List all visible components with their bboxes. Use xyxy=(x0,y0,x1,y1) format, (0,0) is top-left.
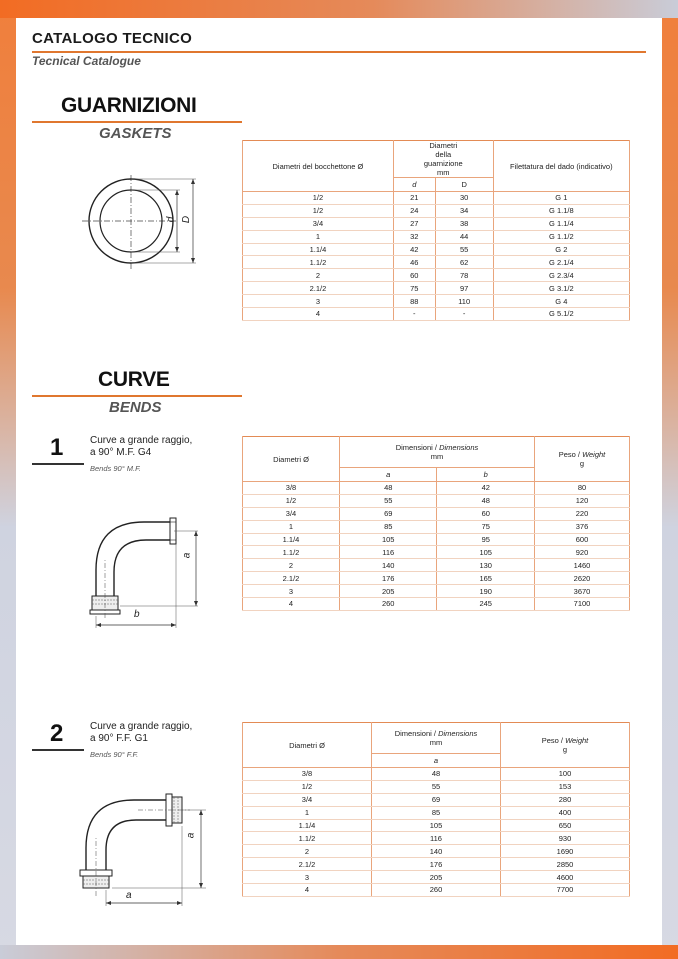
gaskets-col-thread: Filettatura del dado (indicativo) xyxy=(493,141,629,192)
table-cell: 3670 xyxy=(535,585,630,598)
bends-divider xyxy=(32,395,242,397)
bends-mf-dim-en: Dimensions xyxy=(439,443,479,452)
table-cell: 75 xyxy=(393,282,435,295)
bends-mf-weight-it: Peso / xyxy=(558,450,583,459)
table-cell: 48 xyxy=(372,768,501,781)
gasket-inner-dim-label: d xyxy=(165,216,177,223)
table-row xyxy=(243,585,630,598)
table-cell: 1.1/2 xyxy=(243,546,340,559)
table-cell: 1 xyxy=(243,520,340,533)
table-cell: 110 xyxy=(435,295,493,308)
table-cell: 48 xyxy=(437,494,535,507)
table-cell: 1/2 xyxy=(243,494,340,507)
page-header-title: CATALOGO TECNICO xyxy=(32,30,193,47)
table-cell: 116 xyxy=(372,832,501,845)
table-cell: 3/4 xyxy=(243,793,372,806)
bends-title: CURVE xyxy=(98,368,170,391)
table-cell: G 1.1/2 xyxy=(493,230,629,243)
table-cell: 205 xyxy=(340,585,437,598)
table-row xyxy=(243,217,630,230)
table-cell: G 1.1/4 xyxy=(493,217,629,230)
table-row xyxy=(243,598,630,611)
gaskets-col-diameter: Diametri del bocchettone Ø xyxy=(243,141,394,192)
table-cell: 69 xyxy=(372,793,501,806)
table-cell: 48 xyxy=(340,482,437,495)
table-row xyxy=(243,806,630,819)
table-cell: 930 xyxy=(501,832,630,845)
bottom-decor-bar xyxy=(0,945,678,959)
table-cell: 2.1/2 xyxy=(243,858,372,871)
table-row xyxy=(243,780,630,793)
table-cell: 3 xyxy=(243,585,340,598)
table-cell: 1.1/4 xyxy=(243,533,340,546)
table-cell: 55 xyxy=(372,780,501,793)
table-cell: 27 xyxy=(393,217,435,230)
table-row xyxy=(243,295,630,308)
table-cell: 1.1/2 xyxy=(243,832,372,845)
table-cell: 2 xyxy=(243,845,372,858)
table-row xyxy=(243,507,630,520)
table-cell: 220 xyxy=(535,507,630,520)
table-cell: - xyxy=(435,308,493,321)
bends-mf-sub-b: b xyxy=(437,468,535,482)
table-cell: G 5.1/2 xyxy=(493,308,629,321)
table-cell: G 1.1/8 xyxy=(493,204,629,217)
bends-mf-weight-en: Weight xyxy=(582,450,606,459)
table-row xyxy=(243,884,630,897)
bend-ff-drawing xyxy=(66,776,206,908)
table-cell: 30 xyxy=(435,192,493,205)
bend-item-1-rule xyxy=(32,463,84,465)
table-cell: 32 xyxy=(393,230,435,243)
table-cell: 1/2 xyxy=(243,780,372,793)
table-cell: 376 xyxy=(535,520,630,533)
bend-item-2-description xyxy=(90,721,192,761)
table-cell: 920 xyxy=(535,546,630,559)
bend-item-1-desc-line2: a 90° M.F. G4 xyxy=(90,447,152,458)
table-cell: 44 xyxy=(435,230,493,243)
table-cell: 3/4 xyxy=(243,507,340,520)
table-cell: 2850 xyxy=(501,858,630,871)
table-cell: 165 xyxy=(437,572,535,585)
bends-ff-table-body xyxy=(243,768,630,897)
table-cell: 1 xyxy=(243,230,394,243)
bends-mf-table xyxy=(242,436,630,611)
table-cell: 120 xyxy=(535,494,630,507)
table-cell: 1690 xyxy=(501,845,630,858)
bends-mf-table-body xyxy=(243,482,630,611)
bend-item-2-number: 2 xyxy=(50,720,64,747)
gaskets-title: GUARNIZIONI xyxy=(61,94,197,117)
table-cell: 55 xyxy=(340,494,437,507)
table-row xyxy=(243,204,630,217)
table-cell: 62 xyxy=(435,256,493,269)
table-cell: G 3.1/2 xyxy=(493,282,629,295)
bends-ff-col-diameter: Diametri Ø xyxy=(243,723,372,768)
table-cell: 650 xyxy=(501,819,630,832)
table-cell: G 1 xyxy=(493,192,629,205)
bend-mf-dim-a-label: a xyxy=(181,552,193,559)
table-cell: 105 xyxy=(372,819,501,832)
bends-mf-dim-unit: mm xyxy=(430,452,444,461)
bends-ff-weight-it: Peso / xyxy=(541,736,566,745)
table-row xyxy=(243,858,630,871)
table-row xyxy=(243,768,630,781)
table-cell: 4 xyxy=(243,598,340,611)
table-cell: 21 xyxy=(393,192,435,205)
table-cell: 140 xyxy=(340,559,437,572)
table-row xyxy=(243,572,630,585)
table-row xyxy=(243,256,630,269)
table-cell: 153 xyxy=(501,780,630,793)
bends-mf-col-weight xyxy=(535,437,630,482)
bends-ff-dim-en: Dimensions xyxy=(438,729,478,738)
bends-mf-col-diameter: Diametri Ø xyxy=(243,437,340,482)
table-cell: 260 xyxy=(340,598,437,611)
table-cell: 85 xyxy=(340,520,437,533)
table-cell: 116 xyxy=(340,546,437,559)
header-divider xyxy=(32,51,646,53)
table-row xyxy=(243,230,630,243)
bends-ff-table xyxy=(242,722,630,897)
gaskets-sub-d: d xyxy=(393,178,435,192)
table-cell: 245 xyxy=(437,598,535,611)
table-cell: 105 xyxy=(340,533,437,546)
table-cell: 60 xyxy=(393,269,435,282)
bend-item-1-number: 1 xyxy=(50,434,64,461)
bends-ff-col-weight xyxy=(501,723,630,768)
table-cell: 3/4 xyxy=(243,217,394,230)
table-cell: 205 xyxy=(372,871,501,884)
bends-mf-dim-it: Dimensioni / xyxy=(395,443,440,452)
table-cell: 2620 xyxy=(535,572,630,585)
table-row xyxy=(243,520,630,533)
bends-ff-col-dimensions xyxy=(372,723,501,754)
table-cell: 7100 xyxy=(535,598,630,611)
table-cell: G 4 xyxy=(493,295,629,308)
bends-ff-weight-en: Weight xyxy=(565,736,589,745)
table-cell: 24 xyxy=(393,204,435,217)
table-cell: 88 xyxy=(393,295,435,308)
table-cell: 1 xyxy=(243,806,372,819)
table-row xyxy=(243,819,630,832)
table-cell: 3 xyxy=(243,871,372,884)
table-cell: 3/8 xyxy=(243,482,340,495)
table-cell: 140 xyxy=(372,845,501,858)
table-cell: 100 xyxy=(501,768,630,781)
table-cell: 4 xyxy=(243,884,372,897)
bends-mf-sub-a: a xyxy=(340,468,437,482)
table-row xyxy=(243,559,630,572)
table-row xyxy=(243,282,630,295)
table-row xyxy=(243,546,630,559)
table-cell: 2 xyxy=(243,269,394,282)
bend-item-1-desc-en: Bends 90° M.F. xyxy=(90,464,141,473)
gaskets-sub-D: D xyxy=(435,178,493,192)
table-cell: 42 xyxy=(437,482,535,495)
table-cell: 400 xyxy=(501,806,630,819)
table-cell: 78 xyxy=(435,269,493,282)
top-decor-bar xyxy=(0,0,678,18)
table-row xyxy=(243,494,630,507)
bend-item-1-desc-line1: Curve a grande raggio, xyxy=(90,435,193,446)
table-cell: G 2.1/4 xyxy=(493,256,629,269)
bends-mf-col-dimensions xyxy=(340,437,535,468)
page-header-subtitle: Tecnical Catalogue xyxy=(32,54,141,68)
gaskets-divider xyxy=(32,121,242,123)
table-cell: 42 xyxy=(393,243,435,256)
table-cell: 97 xyxy=(435,282,493,295)
table-cell: 38 xyxy=(435,217,493,230)
table-cell: 2 xyxy=(243,559,340,572)
table-cell: 46 xyxy=(393,256,435,269)
table-row xyxy=(243,482,630,495)
table-cell: 3/8 xyxy=(243,768,372,781)
table-row xyxy=(243,871,630,884)
table-cell: 176 xyxy=(372,858,501,871)
gaskets-col-gasket-diam: Diametri della guarnizione mm xyxy=(393,141,493,178)
table-cell: 1.1/4 xyxy=(243,243,394,256)
table-row xyxy=(243,845,630,858)
table-cell: 1.1/2 xyxy=(243,256,394,269)
table-cell: 1/2 xyxy=(243,204,394,217)
table-cell: G 2.3/4 xyxy=(493,269,629,282)
gaskets-subtitle: GASKETS xyxy=(99,125,172,142)
table-row xyxy=(243,832,630,845)
catalogue-page xyxy=(16,18,662,945)
table-cell: 130 xyxy=(437,559,535,572)
table-cell: 2.1/2 xyxy=(243,282,394,295)
bend-item-2-desc-line2: a 90° F.F. G1 xyxy=(90,733,148,744)
table-cell: 85 xyxy=(372,806,501,819)
gaskets-table-body xyxy=(243,192,630,321)
table-cell: 4 xyxy=(243,308,394,321)
table-row xyxy=(243,533,630,546)
table-cell: 95 xyxy=(437,533,535,546)
bends-ff-weight-unit: g xyxy=(562,745,568,754)
bends-ff-dim-it: Dimensioni / xyxy=(394,729,439,738)
bend-ff-dim-a-horizontal-label: a xyxy=(126,890,132,901)
bends-ff-dim-unit: mm xyxy=(429,738,443,747)
bend-ff-dim-a-vertical-label: a xyxy=(185,832,197,839)
table-cell: 75 xyxy=(437,520,535,533)
bends-mf-weight-unit: g xyxy=(579,459,585,468)
bends-subtitle: BENDS xyxy=(109,399,162,416)
bend-item-1-description xyxy=(90,435,192,475)
table-cell: 600 xyxy=(535,533,630,546)
table-cell: 2.1/2 xyxy=(243,572,340,585)
table-cell: 1.1/4 xyxy=(243,819,372,832)
table-cell: 176 xyxy=(340,572,437,585)
table-row xyxy=(243,269,630,282)
table-cell: 60 xyxy=(437,507,535,520)
table-cell: 1/2 xyxy=(243,192,394,205)
table-cell: 260 xyxy=(372,884,501,897)
table-row xyxy=(243,243,630,256)
table-row xyxy=(243,793,630,806)
table-cell: - xyxy=(393,308,435,321)
table-cell: 4600 xyxy=(501,871,630,884)
table-cell: 34 xyxy=(435,204,493,217)
bend-item-2-desc-en: Bends 90° F.F. xyxy=(90,750,139,759)
table-cell: 7700 xyxy=(501,884,630,897)
bend-item-2-desc-line1: Curve a grande raggio, xyxy=(90,721,193,732)
bends-ff-sub-a: a xyxy=(372,754,501,768)
bend-mf-dim-b-label: b xyxy=(134,609,140,620)
table-cell: 80 xyxy=(535,482,630,495)
gasket-outer-dim-label: D xyxy=(181,215,193,224)
table-cell: 3 xyxy=(243,295,394,308)
table-cell: 69 xyxy=(340,507,437,520)
table-row xyxy=(243,308,630,321)
table-cell: 105 xyxy=(437,546,535,559)
table-cell: 1460 xyxy=(535,559,630,572)
bend-item-2-rule xyxy=(32,749,84,751)
table-cell: 280 xyxy=(501,793,630,806)
table-cell: 190 xyxy=(437,585,535,598)
table-cell: 55 xyxy=(435,243,493,256)
table-row xyxy=(243,192,630,205)
table-cell: G 2 xyxy=(493,243,629,256)
gaskets-table xyxy=(242,140,630,321)
